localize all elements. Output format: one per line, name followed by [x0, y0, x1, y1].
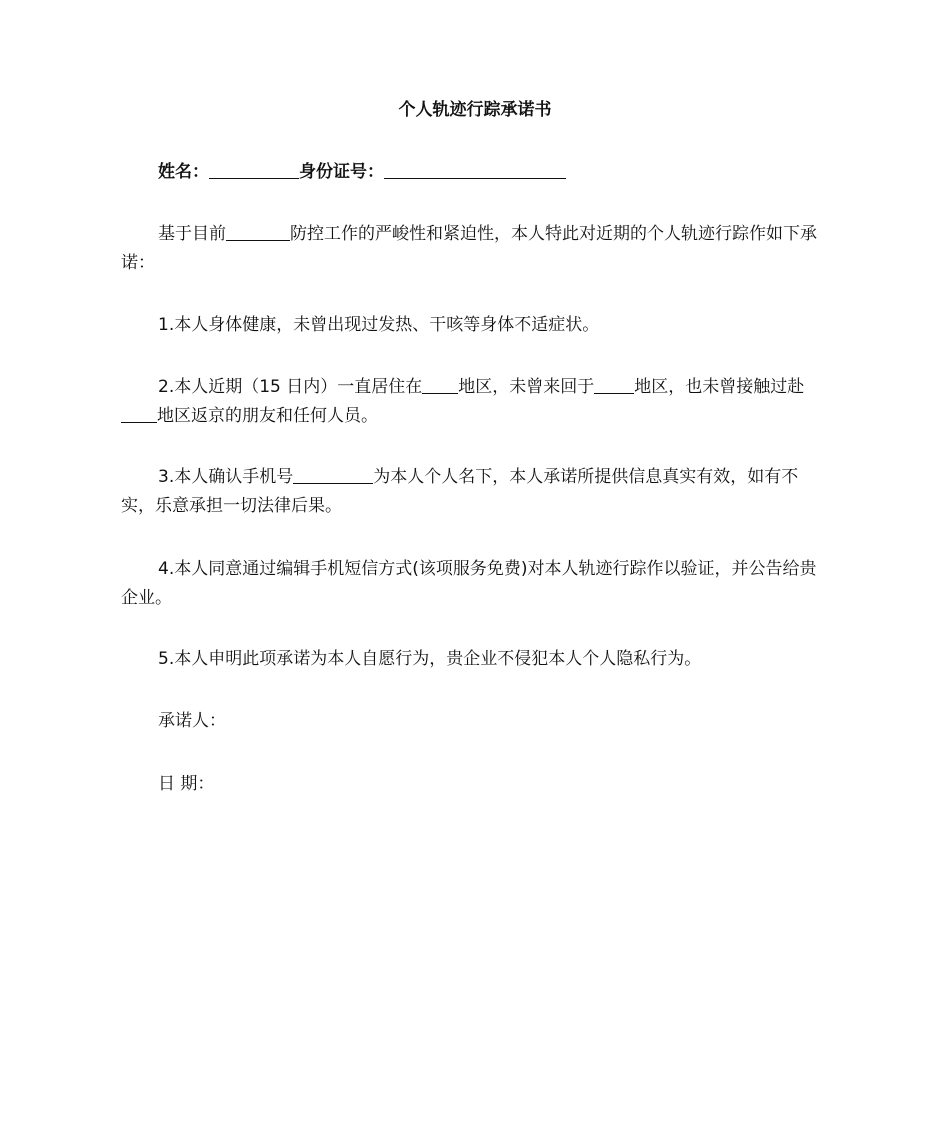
identity-line	[158, 160, 566, 184]
commitment-item-3	[121, 463, 825, 521]
residence-area-blank[interactable]	[422, 375, 458, 394]
contact-area-blank[interactable]	[121, 404, 157, 423]
document-title: 个人轨迹行踪承诺书	[398, 100, 552, 120]
commitment-item-1: 1.本人身体健康，未曾出现过发热、干咳等身体不适症状。	[158, 315, 600, 335]
item2-text-b: 地区，未曾来回于	[458, 377, 595, 397]
id-number-blank[interactable]	[384, 160, 566, 179]
item2-text-d: 地区返京的朋友和任何人员。	[157, 406, 378, 426]
item3-text-a: 3.本人确认手机号	[158, 467, 294, 487]
commitment-item-4: 4.本人同意通过编辑手机短信方式(该项服务免费)对本人轨迹行踪作以验证，并公告给贵企业。	[121, 559, 817, 608]
signer-line: 承诺人：	[158, 711, 226, 731]
name-label: 姓名：	[158, 162, 209, 182]
phone-number-blank[interactable]	[293, 465, 373, 484]
travel-area-blank[interactable]	[594, 375, 634, 394]
intro-text-b: 防控工作的严峻性和紧迫性，本人特此对近期的个人轨迹行踪作如下承诺：	[121, 224, 817, 273]
id-label: 身份证号：	[299, 162, 384, 182]
region-blank[interactable]	[226, 222, 290, 241]
intro-text-a: 基于目前	[158, 224, 226, 244]
intro-paragraph	[121, 220, 825, 278]
commitment-item-5: 5.本人申明此项承诺为本人自愿行为，贵企业不侵犯本人个人隐私行为。	[158, 649, 702, 669]
item2-text-c: 地区，也未曾接触过赴	[634, 377, 805, 397]
item3-text-b: 为本人个人名下，本人承诺所提供信息真实有效，如有不实，乐意承担一切法律后果。	[121, 467, 799, 516]
name-blank[interactable]	[209, 160, 299, 179]
item2-text-a: 2.本人近期（15 日内）一直居住在	[158, 377, 423, 397]
date-line: 日 期：	[158, 774, 215, 794]
commitment-item-2	[121, 373, 825, 431]
